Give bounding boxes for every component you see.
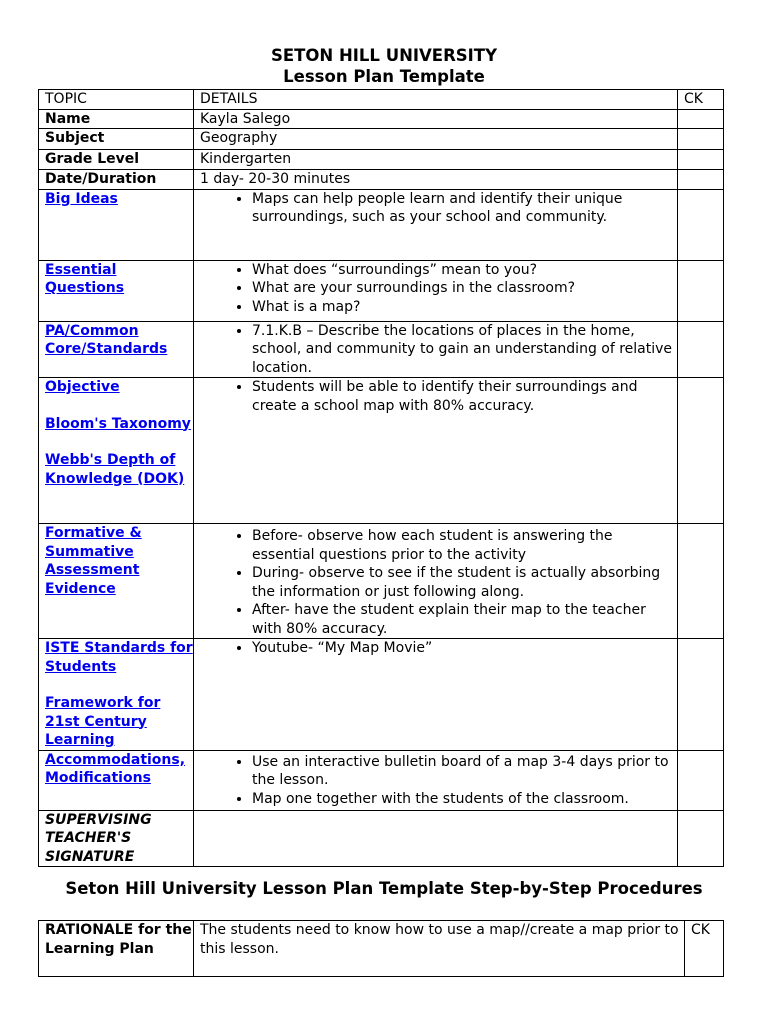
ck-cell <box>678 524 724 639</box>
list-item: • What are your surroundings in the classroom? <box>252 279 677 298</box>
ck-cell <box>678 639 724 751</box>
ck-cell <box>678 750 724 810</box>
list-item: • 7.1.K.B – Describe the locations of places in the home, school, and community to gain an understanding of relative location. <box>252 322 677 378</box>
assessment-link[interactable]: Formative & Summative Assessment Evidence <box>45 525 142 597</box>
details-header: DETAILS <box>194 90 678 110</box>
table-row <box>39 260 724 321</box>
list-item: • Maps can help people learn and identify their unique surroundings, such as your school and community. <box>252 190 677 227</box>
ck-cell <box>678 378 724 524</box>
blooms-taxonomy-link[interactable]: Bloom's Taxonomy <box>45 415 191 432</box>
table-header-row <box>39 90 724 110</box>
steps-section-title: Seton Hill University Lesson Plan Template Step-by-Step Procedures <box>65 879 703 898</box>
signature-label: SUPERVISING TEACHER'S SIGNATURE <box>39 810 194 867</box>
ck-cell: CK <box>685 921 724 977</box>
list-item: • What does “surroundings” mean to you? <box>252 261 677 280</box>
date-label: Date/Duration <box>39 170 194 190</box>
table-row <box>39 129 724 150</box>
table-row <box>39 524 724 639</box>
table-row <box>39 921 724 977</box>
rationale-value: The students need to know how to use a map//create a map prior to this lesson. <box>194 921 685 977</box>
date-value: 1 day- 20-30 minutes <box>194 170 678 190</box>
ck-cell <box>678 321 724 378</box>
ck-cell <box>678 109 724 129</box>
table-row <box>39 109 724 129</box>
accommodations-link[interactable]: Accommodations, Modifications <box>45 751 186 786</box>
ck-cell <box>678 150 724 170</box>
name-label: Name <box>39 109 194 129</box>
list-item: • After- have the student explain their map to the teacher with 80% accuracy. <box>252 601 677 638</box>
table-row <box>39 189 724 260</box>
table-row <box>39 170 724 190</box>
signature-field[interactable] <box>194 810 678 867</box>
list-item: • What is a map? <box>252 298 677 317</box>
subject-value: Geography <box>194 129 678 150</box>
name-value: Kayla Salego <box>194 109 678 129</box>
list-item: • Before- observe how each student is answering the essential questions prior to the activity <box>252 527 677 564</box>
lesson-plan-table <box>38 89 724 867</box>
template-title: Lesson Plan Template <box>283 67 485 86</box>
ck-cell <box>678 810 724 867</box>
university-title: SETON HILL UNIVERSITY <box>270 46 498 65</box>
subject-label: Subject <box>39 129 194 150</box>
table-row <box>39 150 724 170</box>
rationale-label: RATIONALE for the Learning Plan <box>39 921 194 977</box>
ck-cell <box>678 170 724 190</box>
list-item: • Students will be able to identify their surroundings and create a school map with 80% accuracy. <box>252 378 677 415</box>
standards-link[interactable]: PA/Common Core/Standards <box>45 322 168 357</box>
ck-cell <box>678 129 724 150</box>
table-row <box>39 321 724 378</box>
essential-questions-link[interactable]: Essential Questions <box>45 261 125 296</box>
ck-header: CK <box>678 90 724 110</box>
table-row <box>39 378 724 524</box>
big-ideas-link[interactable]: Big Ideas <box>45 190 118 207</box>
table-row <box>39 639 724 751</box>
iste-standards-link[interactable]: ISTE Standards for Students <box>45 640 193 675</box>
list-item: • Youtube- “My Map Movie” <box>252 639 677 658</box>
grade-value: Kindergarten <box>194 150 678 170</box>
list-item: • During- observe to see if the student is actually absorbing the information or just following along. <box>252 564 677 601</box>
ck-cell <box>678 260 724 321</box>
framework-21st-century-link[interactable]: Framework for 21st Century Learning <box>45 695 161 748</box>
table-row <box>39 810 724 867</box>
steps-table <box>38 920 724 977</box>
ck-cell <box>678 189 724 260</box>
list-item: • Use an interactive bulletin board of a map 3-4 days prior to the lesson. <box>252 753 677 790</box>
topic-header: TOPIC <box>39 90 194 110</box>
webbs-dok-link[interactable]: Webb's Depth of Knowledge (DOK) <box>45 452 185 487</box>
table-row <box>39 750 724 810</box>
list-item: • Map one together with the students of the classroom. <box>252 790 677 809</box>
objective-link[interactable]: Objective <box>45 379 120 395</box>
grade-label: Grade Level <box>39 150 194 170</box>
